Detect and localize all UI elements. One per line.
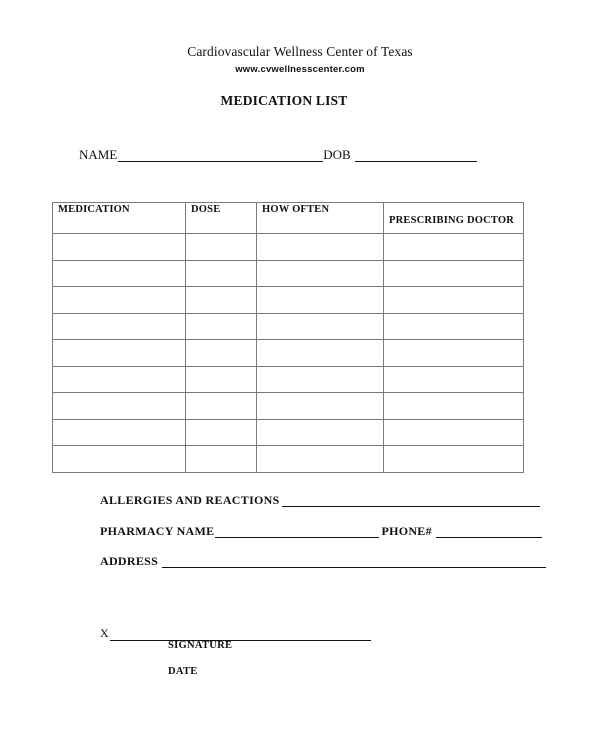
dose-cell[interactable]: [186, 393, 257, 420]
dose-cell[interactable]: [186, 340, 257, 367]
dose-cell[interactable]: [186, 446, 257, 473]
page-title: MEDICATION LIST: [220, 93, 348, 108]
prescribing-doctor-cell[interactable]: [384, 340, 524, 367]
how-often-cell[interactable]: [257, 419, 384, 446]
patient-info-row: [79, 148, 477, 162]
dose-cell[interactable]: [186, 260, 257, 287]
website-link[interactable]: www.cvwellnesscenter.com: [235, 64, 365, 75]
pharmacy-name-field[interactable]: [215, 526, 379, 538]
medication-cell[interactable]: [53, 260, 186, 287]
table-header-row: [53, 203, 524, 234]
table-row: [53, 393, 524, 420]
prescribing-doctor-cell[interactable]: [384, 419, 524, 446]
table-row: [53, 419, 524, 446]
medication-cell[interactable]: [53, 340, 186, 367]
dose-cell[interactable]: [186, 234, 257, 261]
signature-x-mark: X: [100, 626, 109, 640]
prescribing-doctor-cell[interactable]: [384, 287, 524, 314]
pharmacy-name-label: PHARMACY NAME: [100, 524, 215, 538]
dose-cell[interactable]: [186, 419, 257, 446]
signature-row: [100, 626, 371, 641]
dose-cell[interactable]: [186, 366, 257, 393]
prescribing-doctor-cell[interactable]: [384, 366, 524, 393]
phone-field[interactable]: [436, 526, 542, 538]
column-header-how-often: HOW OFTEN: [257, 203, 384, 234]
dob-field[interactable]: [355, 150, 477, 162]
allergies-row: [100, 494, 540, 507]
medication-cell[interactable]: [53, 287, 186, 314]
organization-name: Cardiovascular Wellness Center of Texas: [187, 44, 413, 59]
address-row: [100, 555, 546, 568]
column-header-dose: DOSE: [186, 203, 257, 234]
dose-cell[interactable]: [186, 287, 257, 314]
allergies-label: ALLERGIES AND REACTIONS: [100, 493, 280, 507]
prescribing-doctor-cell[interactable]: [384, 260, 524, 287]
pharmacy-row: [100, 525, 542, 538]
date-label: DATE: [168, 666, 198, 677]
name-label: NAME: [79, 147, 118, 162]
prescribing-doctor-cell[interactable]: [384, 393, 524, 420]
table-row: [53, 234, 524, 261]
address-label: ADDRESS: [100, 554, 159, 568]
medication-cell[interactable]: [53, 419, 186, 446]
medication-cell[interactable]: [53, 313, 186, 340]
table-row: [53, 340, 524, 367]
dob-label: DOB: [323, 147, 351, 162]
table-row: [53, 313, 524, 340]
allergies-field[interactable]: [282, 495, 540, 507]
signature-label: SIGNATURE: [168, 640, 233, 651]
table-row: [53, 446, 524, 473]
table-row: [53, 260, 524, 287]
how-often-cell[interactable]: [257, 340, 384, 367]
prescribing-doctor-cell[interactable]: [384, 446, 524, 473]
prescribing-doctor-cell[interactable]: [384, 234, 524, 261]
address-field[interactable]: [162, 556, 546, 568]
column-header-medication: MEDICATION: [53, 203, 186, 234]
how-often-cell[interactable]: [257, 234, 384, 261]
phone-label: PHONE#: [381, 524, 432, 538]
signature-field[interactable]: [110, 630, 371, 641]
medication-cell[interactable]: [53, 393, 186, 420]
how-often-cell[interactable]: [257, 287, 384, 314]
medication-cell[interactable]: [53, 234, 186, 261]
how-often-cell[interactable]: [257, 366, 384, 393]
name-field[interactable]: [118, 150, 323, 162]
dose-cell[interactable]: [186, 313, 257, 340]
how-often-cell[interactable]: [257, 313, 384, 340]
medication-table: [52, 202, 524, 473]
column-header-prescribing-doctor: PRESCRIBING DOCTOR: [384, 203, 524, 234]
table-row: [53, 366, 524, 393]
medication-cell[interactable]: [53, 366, 186, 393]
how-often-cell[interactable]: [257, 446, 384, 473]
table-row: [53, 287, 524, 314]
prescribing-doctor-cell[interactable]: [384, 313, 524, 340]
how-often-cell[interactable]: [257, 260, 384, 287]
how-often-cell[interactable]: [257, 393, 384, 420]
medication-cell[interactable]: [53, 446, 186, 473]
